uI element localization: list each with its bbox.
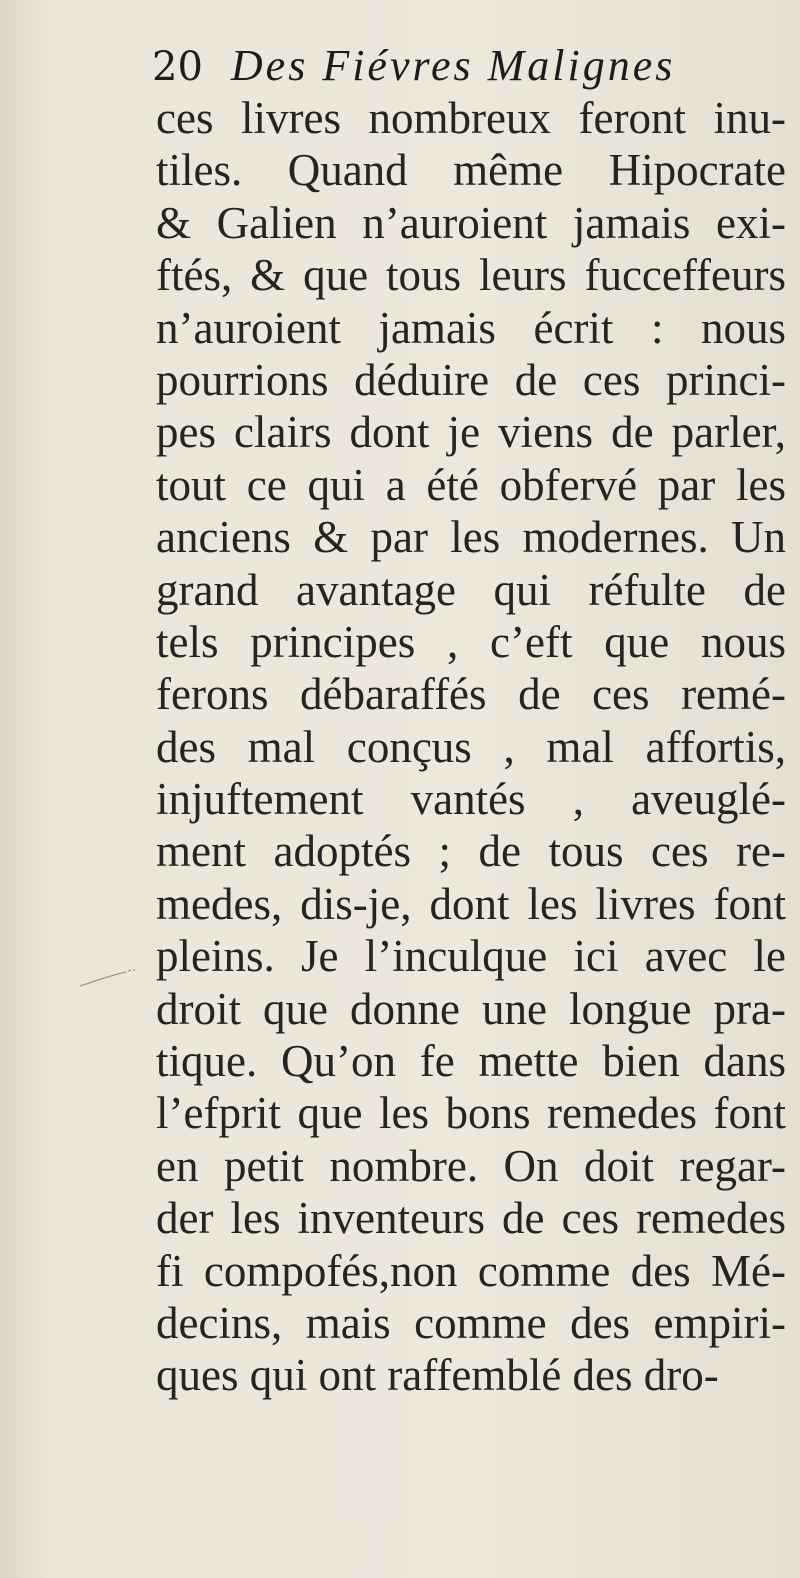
body-text xyxy=(156,92,786,1402)
text-line: en petit nombre. On doit regar- xyxy=(156,1140,786,1191)
text-line: medes, dis-je, dont les livres font xyxy=(156,878,786,929)
text-line: ques qui ont raffemblé des dro- xyxy=(156,1350,719,1401)
text-line: l’efprit que les bons remedes font xyxy=(156,1088,786,1139)
text-line: ftés, & que tous leurs fucceffeurs xyxy=(156,250,786,301)
text-line: der les inventeurs de ces remedes xyxy=(156,1193,786,1244)
text-line: decins, mais comme des empiri- xyxy=(156,1297,786,1348)
text-line: tout ce qui a été obfervé par les xyxy=(156,459,786,510)
running-title: Des Fiévres Malignes xyxy=(230,41,676,90)
text-line: fi compofés,non comme des Mé- xyxy=(156,1245,786,1296)
text-line: & Galien n’auroient jamais exi- xyxy=(156,197,786,248)
text-line: pleins. Je l’inculque ici avec le xyxy=(156,931,786,982)
text-line: pourrions déduire de ces princi- xyxy=(156,354,786,405)
text-line: tique. Qu’on fe mette bien dans xyxy=(156,1036,786,1087)
text-line: n’auroient jamais écrit : nous xyxy=(156,302,786,353)
text-line: grand avantage qui réfulte de xyxy=(156,564,786,615)
text-line: tels principes , c’eft que nous xyxy=(156,616,786,667)
text-line: des mal conçus , mal affortis, xyxy=(156,721,786,772)
text-line: ment adoptés ; de tous ces re- xyxy=(156,826,786,877)
text-line: pes clairs dont je viens de parler, xyxy=(156,407,786,458)
text-line: ces livres nombreux feront inu- xyxy=(156,93,786,143)
text-line: ferons débaraffés de ces remé- xyxy=(156,669,786,720)
page-header xyxy=(152,40,675,90)
page-number: 20 xyxy=(152,44,203,90)
text-line: droit que donne une longue pra- xyxy=(156,983,786,1034)
text-line: injuftement vantés , aveuglé- xyxy=(156,774,786,825)
margin-pencil-mark xyxy=(78,968,138,990)
text-line: anciens & par les modernes. Un xyxy=(156,512,786,563)
text-line: tiles. Quand même Hipocrate xyxy=(156,145,786,196)
